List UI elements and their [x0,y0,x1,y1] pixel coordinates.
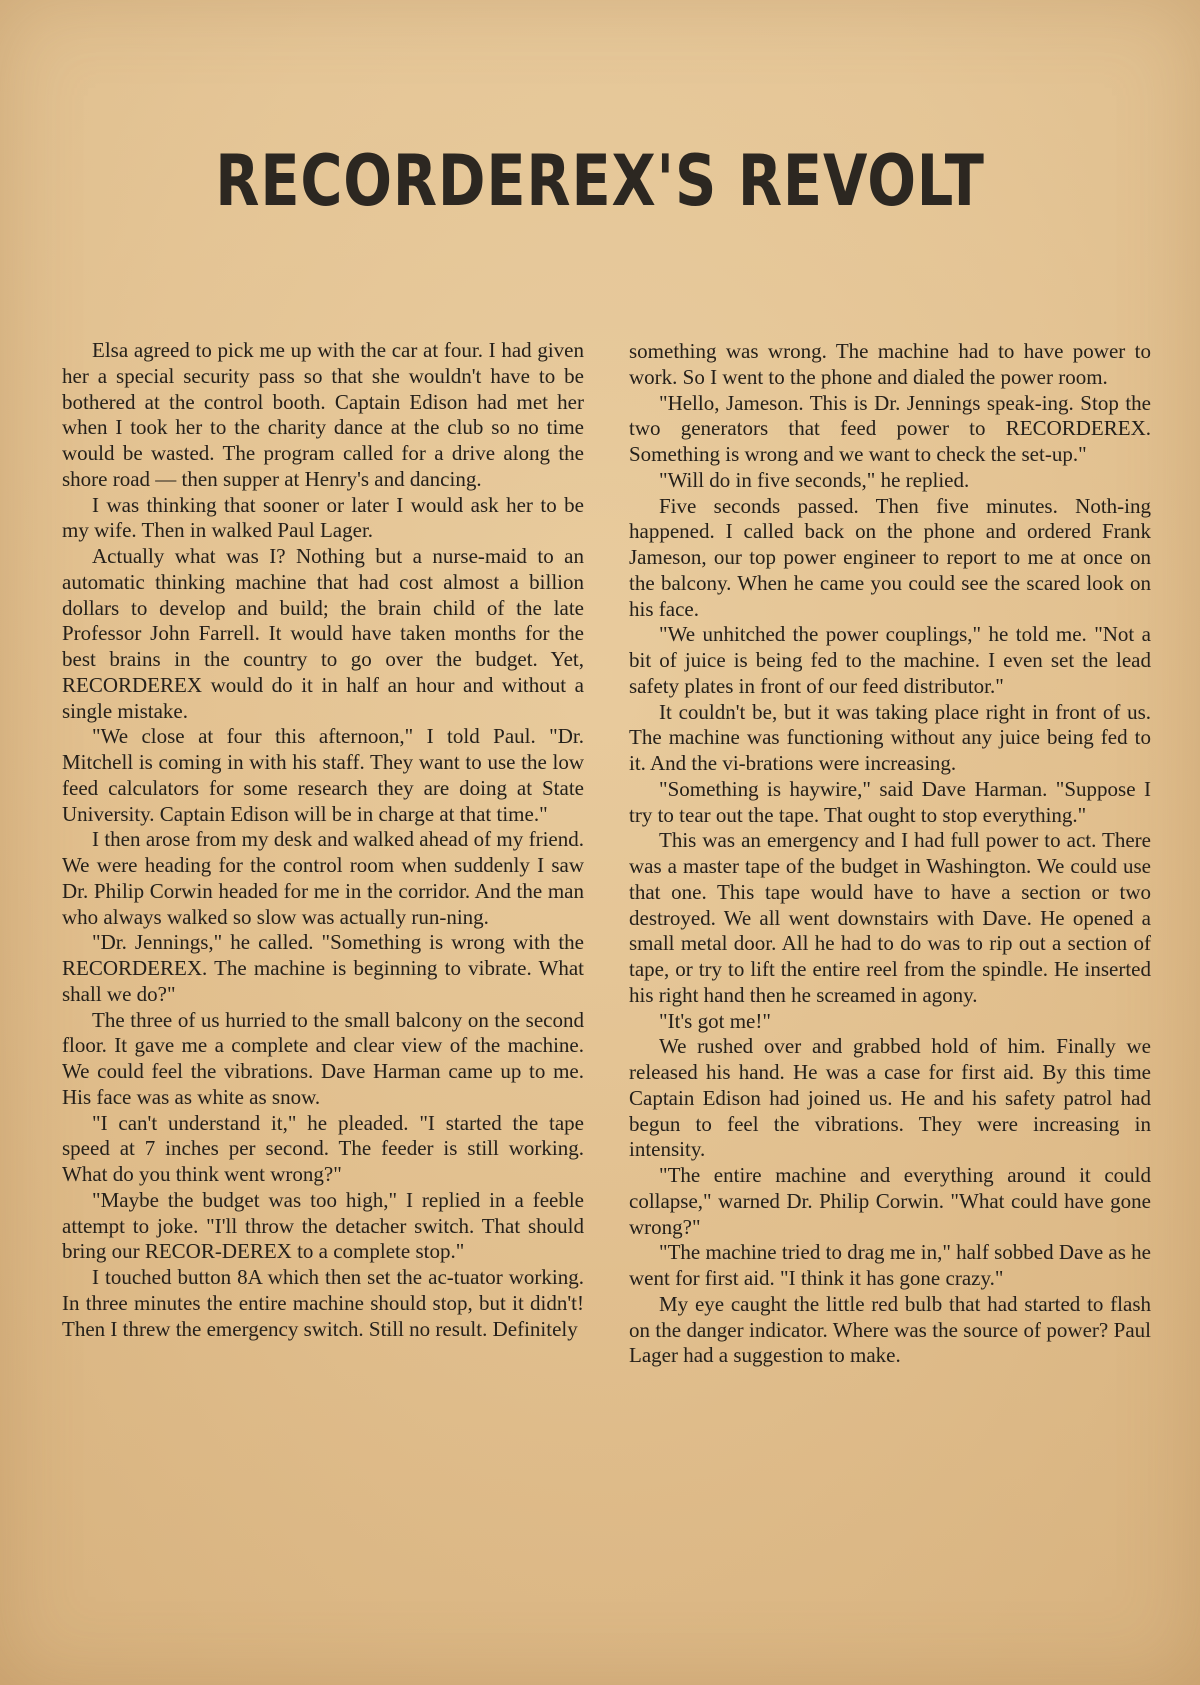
paragraph: The three of us hurried to the small balcony on the second floor. It gave me a complete and clear view of the machine. We could feel the vibrations. Dave Harman came up to me. His face was as white as snow. [62,1007,584,1109]
paragraph: "We close at four this afternoon," I told Paul. "Dr. Mitchell is coming in with his staff. They want to use the low feed calculators for some research they are doing at State University. Captain Edison will be in charge at that time." [62,724,584,826]
paragraph: Actually what was I? Nothing but a nurse-maid to an automatic thinking machine that had cost almost a billion dollars to develop and build; the brain child of the late Professor John Farrell. It would have taken months for the best brains in the country to go over the budget. Yet, RECORDEREX would do it in half an hour and without a single mistake. [62,544,584,723]
paragraph-continued: something was wrong. The machine had to have power to work. So I went to the phone and dialed the power room. [629,339,1151,389]
paragraph: "Something is haywire," said Dave Harman. "Suppose I try to tear out the tape. That ought to stop everything." [629,776,1151,827]
paragraph: "I can't understand it," he pleaded. "I started the tape speed at 7 inches per second. The feeder is still working. What do you think went wrong?" [62,1110,584,1186]
paragraph: "The entire machine and everything around it could collapse," warned Dr. Philip Corwin. "What could have gone wrong?" [629,1163,1151,1239]
paragraph: "Maybe the budget was too high," I replied in a feeble attempt to joke. "I'll throw the detacher switch. That should bring our RECOR-DEREX to a complete stop." [62,1187,584,1264]
paragraph: Five seconds passed. Then five minutes. Noth-ing happened. I called back on the phone and ordered Frank Jameson, our top power engineer to report to me at once on the balcony. When he came you could see the scared look on his face. [629,493,1151,621]
paragraph: My eye caught the little red bulb that had started to flash on the danger indicator. Where was the source of power? Paul Lager had a suggestion to make. [629,1291,1151,1368]
paragraph: Elsa agreed to pick me up with the car at four. I had given her a special security pass so that she wouldn't have to be bothered at the control booth. Captain Edison had met her when I took her to the charity dance at the club so no time would be wasted. The program called for a drive along the shore road — then supper at Henry's and dancing. [62,338,584,491]
paragraph: "It's got me!" [659,1008,771,1033]
paragraph: "The machine tried to drag me in," half sobbed Dave as he went for first aid. "I think it has gone crazy." [629,1240,1151,1290]
paragraph: This was an emergency and I had full power to act. There was a master tape of the budget in Washington. We could use that one. This tape would have to have a section or two destroyed. We all went downstairs with Dave. He opened a small metal door. All he had to do was to rip out a section of tape, or try to lift the entire reel from the spindle. He inserted his right hand then he screamed in agony. [629,828,1151,1007]
paragraph: It couldn't be, but it was taking place right in front of us. The machine was functioning without any juice being fed to it. And the vi-brations were increasing. [629,699,1151,775]
paragraph: I was thinking that sooner or later I would ask her to be my wife. Then in walked Paul Lager. [62,492,584,543]
right-column [629,339,1151,1369]
paragraph: I then arose from my desk and walked ahead of my friend. We were heading for the control room when suddenly I saw Dr. Philip Corwin headed for me in the corridor. And the man who always walked so slow was actually run-ning. [62,827,584,929]
paragraph: I touched button 8A which then set the ac-tuator working. In three minutes the entire machine should stop, but it didn't! Then I threw the emergency switch. Still no result. Definitely [62,1265,584,1341]
left-column [62,338,584,1342]
paragraph: "Dr. Jennings," he called. "Something is wrong with the RECORDEREX. The machine is beginning to vibrate. What shall we do?" [62,930,584,1006]
paragraph: "We unhitched the power couplings," he told me. "Not a bit of juice is being fed to the machine. I even set the lead safety plates in front of our feed distributor." [629,622,1151,698]
paragraph: "Will do in five seconds," he replied. [659,467,970,492]
story-title: RECORDEREX'S REVOLT [215,140,985,222]
paragraph: We rushed over and grabbed hold of him. Finally we released his hand. He was a case for first aid. By this time Captain Edison had joined us. He and his safety patrol had begun to feel the vibrations. They were increasing in intensity. [629,1034,1151,1162]
paragraph: "Hello, Jameson. This is Dr. Jennings speak-ing. Stop the two generators that feed power to RECORDEREX. Something is wrong and we want to check the set-up." [629,390,1151,466]
